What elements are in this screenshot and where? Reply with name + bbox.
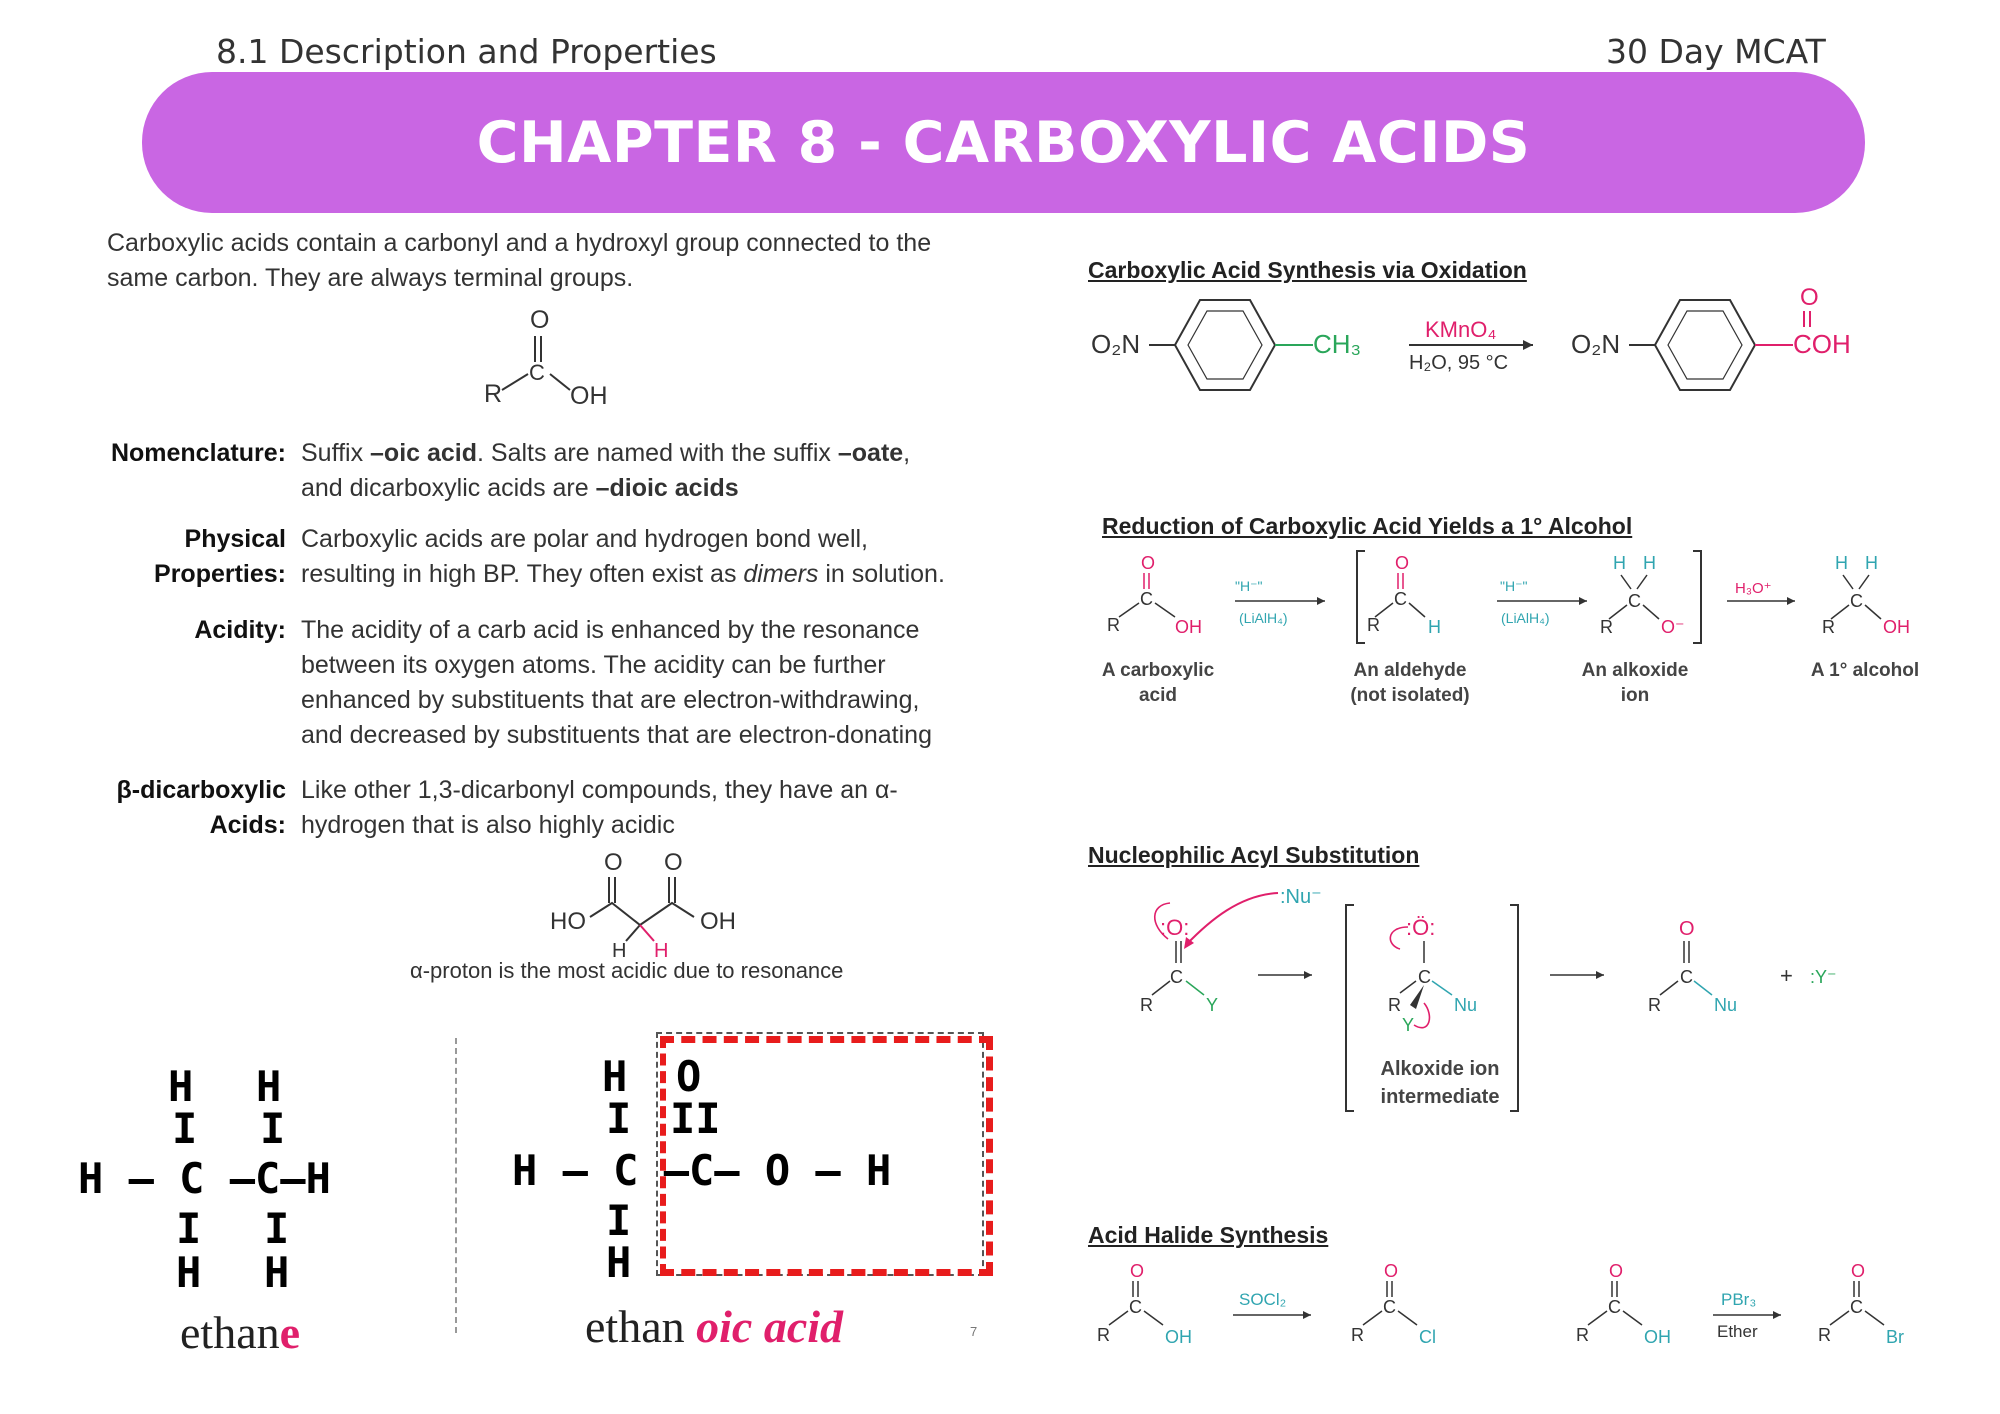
acid-l3: enhanced by substituents that are electron-withdrawing, bbox=[301, 686, 920, 714]
nom-t1: Suffix bbox=[301, 439, 371, 467]
hal-pbr3: PBr₃ bbox=[1721, 1290, 1757, 1309]
ethanoic-double-bond: II bbox=[670, 1094, 721, 1143]
nas-c1: C bbox=[1170, 967, 1183, 987]
red-caption-3 bbox=[1570, 658, 1700, 708]
intro-line-2: same carbon. They are always terminal groups. bbox=[107, 264, 634, 292]
red-oh4: OH bbox=[1883, 617, 1910, 637]
ethane-bond-3: I bbox=[176, 1204, 202, 1253]
hal-o1: O bbox=[1130, 1261, 1145, 1281]
red-r4: R bbox=[1822, 617, 1835, 637]
oxidation-scheme bbox=[1085, 275, 1865, 395]
struct-oh: OH bbox=[570, 382, 608, 410]
ethane-name bbox=[180, 1306, 300, 1359]
nas-cap-a: Alkoxide ion bbox=[1380, 1058, 1500, 1080]
red-h3o: H₃O⁺ bbox=[1735, 580, 1772, 597]
nom-t2: . Salts are named with the suffix bbox=[477, 439, 838, 467]
red-caption-1 bbox=[1088, 658, 1228, 708]
red-c2: C bbox=[1394, 589, 1407, 609]
ox-conditions: H₂O, 95 °C bbox=[1409, 352, 1509, 374]
phys-t2: resulting in high BP. They often exist as bbox=[301, 560, 744, 588]
ethanoic-name-suffix: oic acid bbox=[696, 1301, 844, 1352]
red-c4: C bbox=[1850, 591, 1863, 611]
ox-o: O bbox=[1800, 284, 1819, 311]
nas-nu3: Nu bbox=[1714, 995, 1738, 1015]
nom-b1: –oic acid bbox=[370, 439, 478, 467]
struct-o: O bbox=[530, 306, 550, 334]
hal-c1: C bbox=[1129, 1297, 1142, 1317]
red-cap1b: acid bbox=[1138, 685, 1178, 706]
red-lialh4-2: (LiAlH₄) bbox=[1501, 610, 1550, 626]
ethane-bond-2: I bbox=[260, 1104, 286, 1153]
malonic-h2: H bbox=[654, 940, 669, 962]
ethanoic-h-top: H bbox=[602, 1052, 628, 1101]
halide-scheme bbox=[1085, 1255, 1925, 1355]
hal-oh3: OH bbox=[1644, 1327, 1671, 1347]
physical-label-1: Physical bbox=[184, 525, 286, 553]
nas-r1: R bbox=[1140, 995, 1153, 1015]
nas-nu2: Nu bbox=[1454, 995, 1478, 1015]
phys-t1: Carboxylic acids are polar and hydrogen bond well, bbox=[301, 525, 868, 553]
reduction-scheme bbox=[1095, 545, 1935, 645]
nas-c2: C bbox=[1418, 967, 1431, 987]
nas-o3: O bbox=[1679, 918, 1695, 940]
ethane-name-stem: ethan bbox=[180, 1307, 280, 1358]
red-ominus: O⁻ bbox=[1661, 617, 1685, 637]
beta-label-1: β-dicarboxylic bbox=[116, 776, 286, 804]
red-hminus-1: "H⁻" bbox=[1235, 578, 1263, 594]
hal-r1: R bbox=[1097, 1325, 1110, 1345]
nas-cap-b: intermediate bbox=[1380, 1086, 1500, 1108]
acid-l4: and decreased by substituents that are electron-donating bbox=[301, 721, 932, 749]
nas-title: Nucleophilic Acyl Substitution bbox=[1088, 842, 1420, 868]
malonic-h1: H bbox=[612, 940, 627, 962]
ox-ch3: CH₃ bbox=[1313, 329, 1362, 359]
red-cap3b: ion bbox=[1620, 685, 1650, 706]
nom-t4: and dicarboxylic acids are bbox=[301, 474, 596, 502]
red-h4b: H bbox=[1865, 553, 1878, 573]
nomenclature-label: Nomenclature: bbox=[110, 439, 286, 467]
acid-l1: The acidity of a carb acid is enhanced by the resonance bbox=[301, 616, 920, 644]
red-r3: R bbox=[1600, 617, 1613, 637]
ethanoic-bond-bot: I bbox=[606, 1196, 632, 1245]
hal-oh1: OH bbox=[1165, 1327, 1192, 1347]
hal-c2: C bbox=[1383, 1297, 1396, 1317]
hal-o4: O bbox=[1851, 1261, 1866, 1281]
ethanoic-main-row: H — C –C— O — H bbox=[512, 1146, 892, 1195]
ethanoic-h-bot: H bbox=[606, 1238, 632, 1287]
ethane-name-suffix: e bbox=[279, 1307, 301, 1358]
section-header: 8.1 Description and Properties bbox=[216, 32, 717, 71]
physical-label bbox=[96, 522, 286, 592]
ethane-bond-1: I bbox=[172, 1104, 198, 1153]
chapter-title: CHAPTER 8 - CARBOXYLIC ACIDS bbox=[476, 109, 1531, 176]
red-lialh4-1: (LiAlH₄) bbox=[1239, 610, 1288, 626]
hal-r2: R bbox=[1351, 1325, 1364, 1345]
red-caption-2 bbox=[1330, 658, 1490, 708]
red-caption-4: A 1° alcohol bbox=[1810, 660, 1920, 681]
red-o1: O bbox=[1141, 553, 1156, 573]
structure-divider bbox=[455, 1038, 457, 1333]
hal-o2: O bbox=[1384, 1261, 1399, 1281]
ethanoic-name-stem: ethan bbox=[585, 1301, 697, 1352]
phys-i1: dimers bbox=[743, 560, 819, 588]
red-o2: O bbox=[1395, 553, 1410, 573]
beta-label bbox=[96, 773, 286, 843]
reduction-title: Reduction of Carboxylic Acid Yields a 1° Alcohol bbox=[1102, 513, 1633, 539]
red-cap1a: A carboxylic bbox=[1101, 660, 1215, 681]
ethanoic-bond-top: I bbox=[606, 1094, 632, 1143]
brand-header: 30 Day MCAT bbox=[1606, 32, 1826, 71]
hal-r4: R bbox=[1818, 1325, 1831, 1345]
hal-ether: Ether bbox=[1717, 1322, 1758, 1341]
ox-reagent: KMnO₄ bbox=[1425, 317, 1497, 342]
red-h3a: H bbox=[1613, 553, 1626, 573]
nomenclature-text bbox=[301, 436, 1021, 506]
acidity-text bbox=[301, 613, 1021, 753]
nom-b3: –dioic acids bbox=[595, 474, 739, 502]
nas-ominus: :Ö: bbox=[1406, 915, 1436, 940]
nas-o-lp: :O: bbox=[1160, 915, 1190, 940]
hal-br: Br bbox=[1886, 1327, 1904, 1347]
red-cap2a: An aldehyde bbox=[1353, 660, 1467, 681]
nas-caption bbox=[1355, 1055, 1525, 1111]
hal-cl: Cl bbox=[1419, 1327, 1436, 1347]
malonic-o2: O bbox=[664, 849, 683, 876]
ox-coh: COH bbox=[1793, 329, 1851, 359]
red-oh1: OH bbox=[1175, 617, 1202, 637]
malonic-acid-structure bbox=[540, 845, 760, 965]
hal-socl2: SOCl₂ bbox=[1239, 1290, 1287, 1309]
ethanoic-name bbox=[585, 1300, 843, 1353]
red-c3: C bbox=[1628, 591, 1641, 611]
red-cap2b: (not isolated) bbox=[1350, 685, 1470, 706]
intro-text bbox=[107, 226, 931, 296]
ethane-h-top-2: H bbox=[256, 1062, 282, 1111]
page-number: 7 bbox=[970, 1324, 978, 1339]
nom-t3: , bbox=[903, 439, 911, 467]
hal-r3: R bbox=[1576, 1325, 1589, 1345]
red-h2: H bbox=[1428, 617, 1441, 637]
nas-c3: C bbox=[1680, 967, 1693, 987]
nas-nu: :Nu⁻ bbox=[1280, 886, 1322, 908]
hal-c4: C bbox=[1850, 1297, 1863, 1317]
nas-yminus: :Y⁻ bbox=[1810, 967, 1837, 987]
red-h3b: H bbox=[1643, 553, 1656, 573]
nas-y2: Y bbox=[1402, 1015, 1415, 1035]
halide-title: Acid Halide Synthesis bbox=[1088, 1222, 1329, 1248]
malonic-oh: OH bbox=[700, 908, 736, 935]
ethane-h-bot-2: H bbox=[264, 1248, 290, 1297]
chapter-banner bbox=[142, 72, 1865, 213]
malonic-ho: HO bbox=[550, 908, 586, 935]
nas-r2: R bbox=[1388, 995, 1401, 1015]
ethane-bond-4: I bbox=[264, 1204, 290, 1253]
red-h4a: H bbox=[1835, 553, 1848, 573]
struct-r: R bbox=[484, 380, 503, 408]
nom-b2: –oate bbox=[837, 439, 904, 467]
intro-line-1: Carboxylic acids contain a carbonyl and a hydroxyl group connected to the bbox=[107, 229, 932, 257]
struct-c: C bbox=[529, 360, 545, 385]
malonic-caption: α-proton is the most acidic due to resonance bbox=[410, 958, 844, 983]
nas-y1: Y bbox=[1206, 995, 1219, 1015]
hal-o3: O bbox=[1609, 1261, 1624, 1281]
nas-plus: + bbox=[1780, 963, 1793, 988]
ox-o2n-left: O₂N bbox=[1091, 329, 1141, 359]
red-cap3a: An alkoxide bbox=[1581, 660, 1689, 681]
physical-text bbox=[301, 522, 1021, 592]
ethanoic-o-top: O bbox=[676, 1052, 702, 1101]
acid-l2: between its oxygen atoms. The acidity can be further bbox=[301, 651, 886, 679]
carboxylic-acid-structure bbox=[470, 300, 630, 410]
nas-r3: R bbox=[1648, 995, 1661, 1015]
phys-t3: in solution. bbox=[818, 560, 945, 588]
beta-l2: hydrogen that is also highly acidic bbox=[301, 811, 675, 839]
red-r1: R bbox=[1107, 615, 1120, 635]
red-hminus-2: "H⁻" bbox=[1500, 578, 1528, 594]
red-r2: R bbox=[1367, 615, 1380, 635]
ethane-main-row: H — C —C—H bbox=[78, 1154, 331, 1203]
physical-label-2: Properties: bbox=[154, 560, 286, 588]
beta-label-2: Acids: bbox=[209, 811, 286, 839]
ethane-h-top-1: H bbox=[168, 1062, 194, 1111]
ox-o2n-right: O₂N bbox=[1571, 329, 1621, 359]
red-c1: C bbox=[1140, 589, 1153, 609]
malonic-o1: O bbox=[604, 849, 623, 876]
acidity-label: Acidity: bbox=[194, 616, 286, 644]
oxidation-title: Carboxylic Acid Synthesis via Oxidation bbox=[1088, 257, 1527, 283]
ethane-h-bot-1: H bbox=[176, 1248, 202, 1297]
beta-text bbox=[301, 773, 1021, 843]
beta-l1: Like other 1,3-dicarbonyl compounds, they have an α- bbox=[301, 776, 898, 804]
hal-c3: C bbox=[1608, 1297, 1621, 1317]
